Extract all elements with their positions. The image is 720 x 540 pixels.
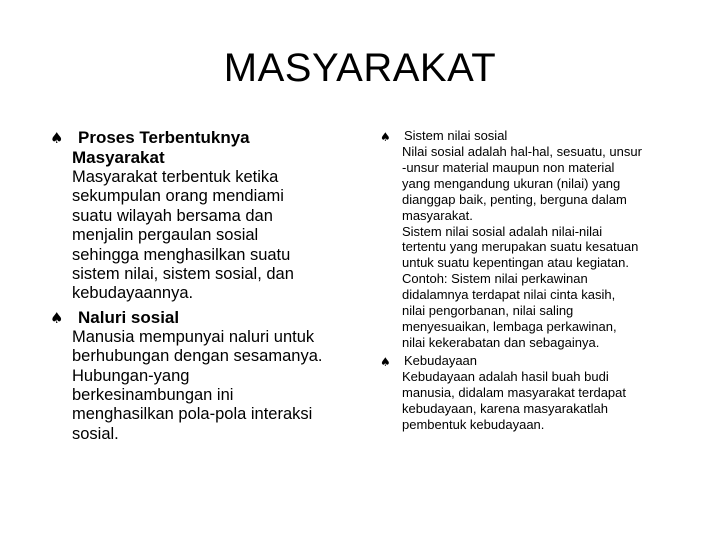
- slide-title: MASYARAKAT: [223, 46, 497, 90]
- spade-bullet-icon: ♠: [380, 130, 391, 144]
- heading-text: Sistem nilai sosial: [404, 128, 508, 143]
- bullet-block-proses-terbentuknya: [50, 128, 360, 304]
- block-body-text: Masyarakat terbentuk ketika sekumpulan orang mendiami suatu wilayah bersama dan menjalin pergaulan sosial sehingga menghasilkan suatu sistem nilai, sistem sosial, dan kebudayaannya.: [72, 168, 294, 303]
- bullet-block-sistem-nilai-sosial: [380, 128, 680, 351]
- block-heading: [72, 128, 360, 168]
- block-body-text: Manusia mempunyai naluri untuk berhubungan dengan sesamanya. Hubungan-yang berkesinambungan ini menghasilkan pola-pola interaksi sosial.: [72, 327, 323, 443]
- heading-line-2: Masyarakat: [72, 148, 165, 167]
- spade-bullet-icon: ♠: [50, 308, 64, 327]
- spade-bullet-icon: ♠: [50, 129, 64, 147]
- left-column: [50, 128, 360, 444]
- heading-line-1: Proses Terbentuknya: [78, 128, 250, 147]
- spade-bullet-icon: ♠: [380, 354, 391, 369]
- heading-text: Kebudayaan: [404, 352, 478, 368]
- block-body-text: Nilai sosial adalah hal-hal, sesuatu, unsur -unsur material maupun non material yang mengandung ukuran (nilai) yang dianggap baik, penting, berguna dalam masyarakat. Sistem nilai sosial adalah nilai-nilai tertentu yang merupakan suatu kesatuan untuk suatu kepentingan atau kegiatan. Contoh: Sistem nilai perkawinan didalamnya terdapat nilai cinta kasih, nilai pengorbanan, nilai saling menyesuaikan, lembaga perkawinan, nilai kekerabatan dan sebagainya.: [402, 144, 642, 350]
- block-heading: [402, 128, 680, 144]
- block-body-text: Kebudayaan adalah hasil buah budi manusia, didalam masyarakat terdapat kebudayaan, karena masyarakatlah pembentuk kebudayaan.: [402, 368, 627, 432]
- block-heading: [402, 353, 680, 369]
- block-heading: Naluri sosial: [78, 307, 180, 327]
- right-column: [380, 128, 680, 432]
- bullet-block-naluri-sosial: [50, 308, 360, 444]
- bullet-block-kebudayaan: [380, 353, 680, 433]
